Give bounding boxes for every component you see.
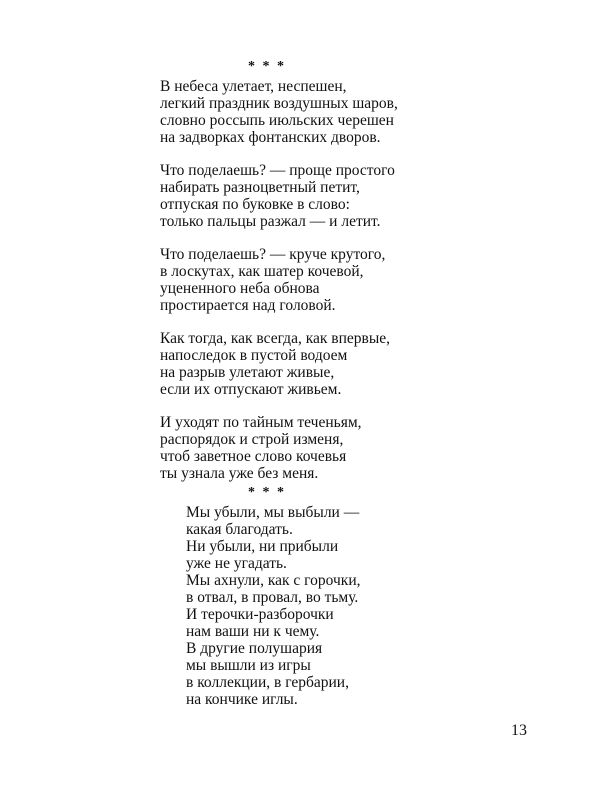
poem-line: если их отпускают живьем. <box>160 381 342 398</box>
poem-line: в коллекции, в гербарии, <box>186 674 349 691</box>
poem-line: словно россыпь июльских черешен <box>160 112 394 129</box>
poem-line: В другие полушария <box>186 640 323 657</box>
poem-line: Мы ахнули, как с горочки, <box>186 572 361 589</box>
section-divider-stars: * * * <box>248 59 286 74</box>
poem-line: уже не угадать. <box>186 555 287 572</box>
stanza-1 <box>160 78 480 146</box>
poem-line: в лоскутах, как шатер кочевой, <box>160 263 364 280</box>
stanza-4 <box>160 330 480 398</box>
poem-line: Что поделаешь? — проще простого <box>160 162 395 179</box>
poem-line: Ни убыли, ни прибыли <box>186 538 339 555</box>
poem-line: Как тогда, как всегда, как впервые, <box>160 330 391 347</box>
section-divider-stars: * * * <box>248 485 286 500</box>
poem-line: ты узнала уже без меня. <box>160 465 319 482</box>
poem-line: на задворках фонтанских дворов. <box>160 129 381 146</box>
poem-line: уцененного неба обнова <box>160 280 320 297</box>
poem-line: напоследок в пустой водоем <box>160 347 348 364</box>
stanza-5 <box>160 414 480 482</box>
poem-line: Мы убыли, мы выбыли — <box>186 504 360 521</box>
stanza-single <box>186 504 486 708</box>
poem-line: только пальцы разжал — и летит. <box>160 213 381 230</box>
poem-line: на разрыв улетают живые, <box>160 364 335 381</box>
stanza-2 <box>160 162 480 230</box>
poem-line: мы вышли из игры <box>186 657 311 674</box>
poem-line: набирать разноцветный петит, <box>160 179 360 196</box>
poem-line: И уходят по тайным теченьям, <box>160 414 362 431</box>
poem-line: чтоб заветное слово кочевья <box>160 448 347 465</box>
page-number: 13 <box>511 722 527 739</box>
poem-line: нам ваши ни к чему. <box>186 623 320 640</box>
poem-line: В небеса улетает, неспешен, <box>160 78 347 95</box>
poem-line: И терочки-разборочки <box>186 606 334 623</box>
poem-line: отпуская по буковке в слово: <box>160 196 350 213</box>
poem-first <box>160 58 480 498</box>
poem-line: распорядок и строй изменя, <box>160 431 344 448</box>
poem-second <box>186 484 486 724</box>
stanza-3 <box>160 246 480 314</box>
poem-line: какая благодать. <box>186 521 293 538</box>
poem-line: простирается над головой. <box>160 297 336 314</box>
poem-line: на кончике иглы. <box>186 691 298 708</box>
poem-line: легкий праздник воздушных шаров, <box>160 95 398 112</box>
poem-line: в отвал, в провал, во тьму. <box>186 589 359 606</box>
poem-line: Что поделаешь? — круче крутого, <box>160 246 386 263</box>
